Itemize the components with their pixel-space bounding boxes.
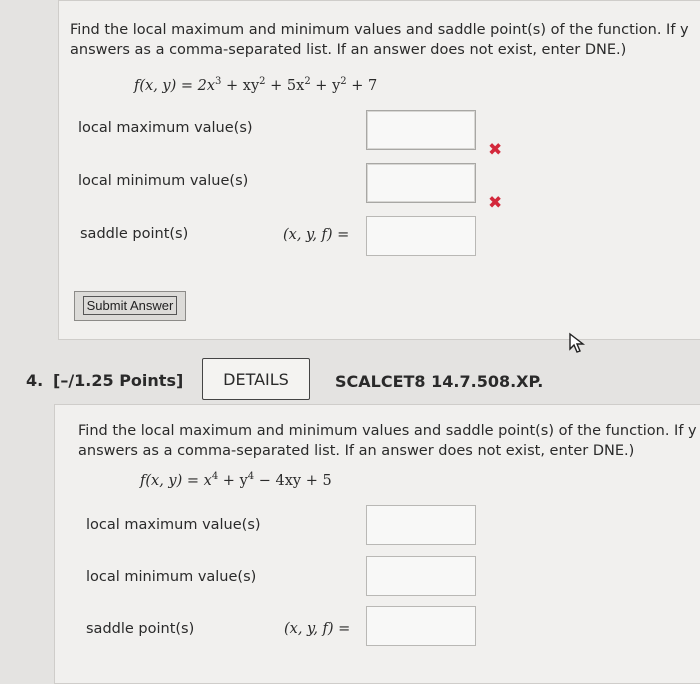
q3-local-max-label: local maximum value(s) — [78, 120, 253, 136]
q4-exp: 4 — [211, 471, 219, 482]
q3-local-min-input[interactable] — [366, 163, 476, 203]
q3-term: + 5x — [265, 78, 305, 94]
q3-function — [134, 78, 377, 94]
q4-local-max-label: local maximum value(s) — [86, 517, 261, 533]
submit-answer-label: Submit Answer — [83, 296, 178, 315]
q4-saddle-label: saddle point(s) — [86, 621, 195, 637]
q3-term: + 7 — [346, 78, 378, 94]
q3-function-lhs: f(x, y) = 2x — [134, 78, 216, 94]
mouse-cursor-icon — [568, 332, 588, 354]
q4-number: 4. — [26, 371, 44, 390]
q4-function-lhs: f(x, y) = x — [140, 473, 212, 489]
q4-function — [140, 473, 332, 489]
q3-term: + y — [310, 78, 341, 94]
q3-exp: 3 — [215, 76, 222, 87]
q3-local-min-incorrect-icon: ✖ — [488, 193, 503, 213]
q4-exp: 4 — [247, 471, 255, 482]
q4-points: [–/1.25 Points] — [53, 371, 184, 390]
q3-term: + xy — [221, 78, 260, 94]
q3-exp: 2 — [259, 76, 266, 87]
q4-instructions-line2: answers as a comma-separated list. If an answer does not exist, enter DNE.) — [78, 443, 635, 459]
q3-exp: 2 — [304, 76, 311, 87]
q4-problem-code: SCALCET8 14.7.508.XP. — [335, 372, 544, 391]
q3-exp: 2 — [340, 76, 347, 87]
q4-local-min-label: local minimum value(s) — [86, 569, 257, 585]
q3-local-max-input[interactable] — [366, 110, 476, 150]
q3-instructions-line2: answers as a comma-separated list. If an answer does not exist, enter DNE.) — [70, 42, 627, 58]
q4-xyf-label: (x, y, f) = — [284, 621, 351, 637]
q3-local-min-label: local minimum value(s) — [78, 173, 249, 189]
q3-saddle-input[interactable] — [366, 216, 476, 256]
q4-local-max-input[interactable] — [366, 505, 476, 545]
q4-term: + y — [218, 473, 248, 489]
q3-saddle-label: saddle point(s) — [80, 226, 189, 242]
q3-instructions-line1: Find the local maximum and minimum values and saddle point(s) of the function. If y — [70, 22, 689, 38]
q3-xyf-label: (x, y, f) = — [283, 227, 350, 243]
q4-local-min-input[interactable] — [366, 556, 476, 596]
q4-term: − 4xy + 5 — [254, 473, 332, 489]
details-button[interactable]: DETAILS — [202, 358, 310, 400]
q4-instructions-line1: Find the local maximum and minimum values and saddle point(s) of the function. If y — [78, 423, 697, 439]
submit-answer-button[interactable] — [74, 291, 186, 321]
q3-local-max-incorrect-icon: ✖ — [488, 140, 503, 160]
q4-saddle-input[interactable] — [366, 606, 476, 646]
